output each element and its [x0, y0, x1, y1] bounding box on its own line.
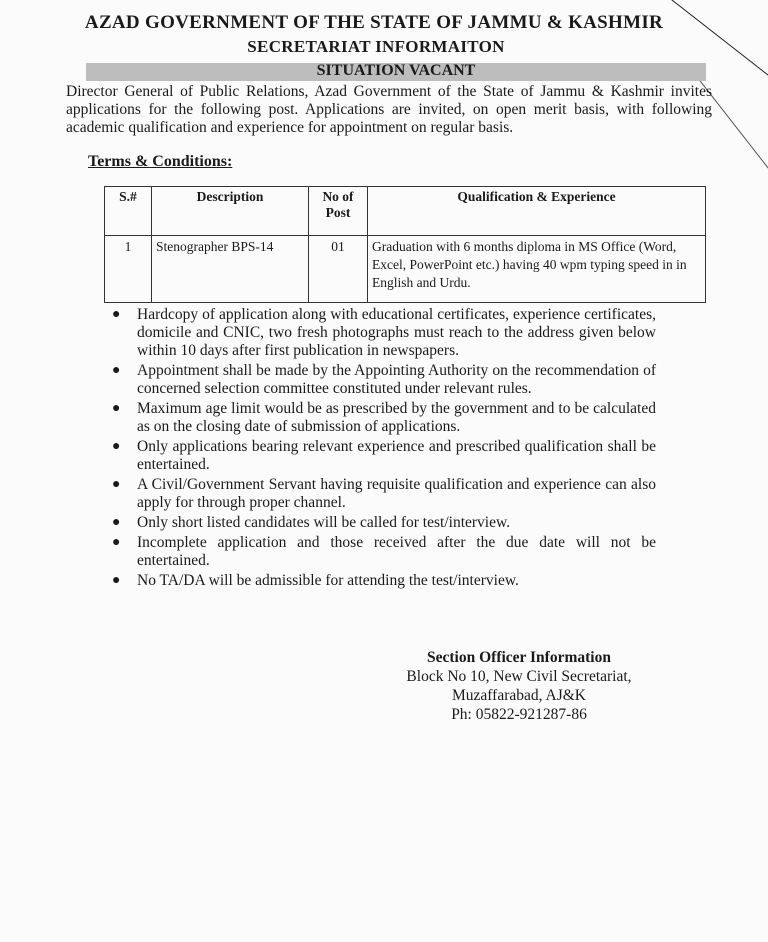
government-title: AZAD GOVERNMENT OF THE STATE OF JAMMU & KASHMIR: [84, 12, 664, 33]
bullet-icon: ●: [112, 363, 121, 378]
cell-description: Stenographer BPS-14: [152, 236, 309, 303]
condition-text: Only applications bearing relevant experience and prescribed qualification shall be entertained.: [137, 438, 656, 473]
condition-text: Maximum age limit would be as prescribed by the government and to be calculated as on the closing date of submission of applications.: [137, 400, 656, 435]
officer-phone: Ph: 05822-921287-86: [451, 706, 587, 723]
header-serial: S.#: [105, 187, 152, 236]
condition-text: Only short listed candidates will be called for test/interview.: [137, 514, 511, 531]
condition-text: No TA/DA will be admissible for attending the test/interview.: [137, 572, 519, 589]
condition-text: Incomplete application and those received after the due date will not be entertained.: [137, 534, 656, 569]
conditions-list: [108, 306, 656, 592]
list-item: [108, 514, 656, 532]
bullet-icon: ●: [112, 515, 121, 530]
department-title: SECRETARIAT INFORMAITON: [247, 37, 505, 56]
condition-text: Hardcopy of application along with educational certificates, experience certificates, domicile and CNIC, two fresh photographs must reach to the address given below within 10 days after first publication in newspapers.: [137, 306, 656, 359]
posts-table: [104, 186, 706, 303]
bullet-icon: ●: [112, 535, 121, 550]
cell-no-of-post: 01: [309, 236, 368, 303]
officer-address-line2: Muzaffarabad, AJ&K: [451, 687, 586, 704]
bullet-icon: ●: [112, 307, 121, 322]
situation-vacant-heading: SITUATION VACANT: [316, 62, 476, 79]
bullet-icon: ●: [112, 401, 121, 416]
bullet-icon: ●: [112, 573, 121, 588]
bullet-icon: ●: [112, 477, 121, 492]
bullet-icon: ●: [112, 439, 121, 454]
condition-text: A Civil/Government Servant having requisite qualification and experience can also apply for through proper channel.: [137, 476, 656, 511]
list-item: [108, 438, 656, 474]
header-no-of-post: No of Post: [309, 187, 368, 236]
list-item: [108, 400, 656, 436]
table-header-row: [105, 187, 706, 236]
list-item: [108, 362, 656, 398]
cell-qualification: Graduation with 6 months diploma in MS Office (Word, Excel, PowerPoint etc.) having 40 wpm typing speed in in English and Urdu.: [368, 236, 706, 303]
cell-serial: 1: [105, 236, 152, 303]
list-item: [108, 534, 656, 570]
list-item: [108, 476, 656, 512]
terms-heading: Terms & Conditions:: [88, 153, 233, 170]
officer-title: Section Officer Information: [427, 649, 611, 666]
table-row: [105, 236, 706, 303]
officer-address-line1: Block No 10, New Civil Secretariat,: [406, 668, 632, 685]
contact-block: [404, 648, 634, 724]
condition-text: Appointment shall be made by the Appointing Authority on the recommendation of concerned selection committee constituted under relevant rules.: [137, 362, 656, 397]
header-qualification: Qualification & Experience: [368, 187, 706, 236]
list-item: [108, 306, 656, 360]
header-description: Description: [152, 187, 309, 236]
list-item: [108, 572, 656, 590]
intro-paragraph: Director General of Public Relations, Azad Government of the State of Jammu & Kashmir invites applications for the following post. Applications are invited, on open merit basis, with following academic qualification and experience for appointment on regular basis.: [66, 83, 712, 136]
